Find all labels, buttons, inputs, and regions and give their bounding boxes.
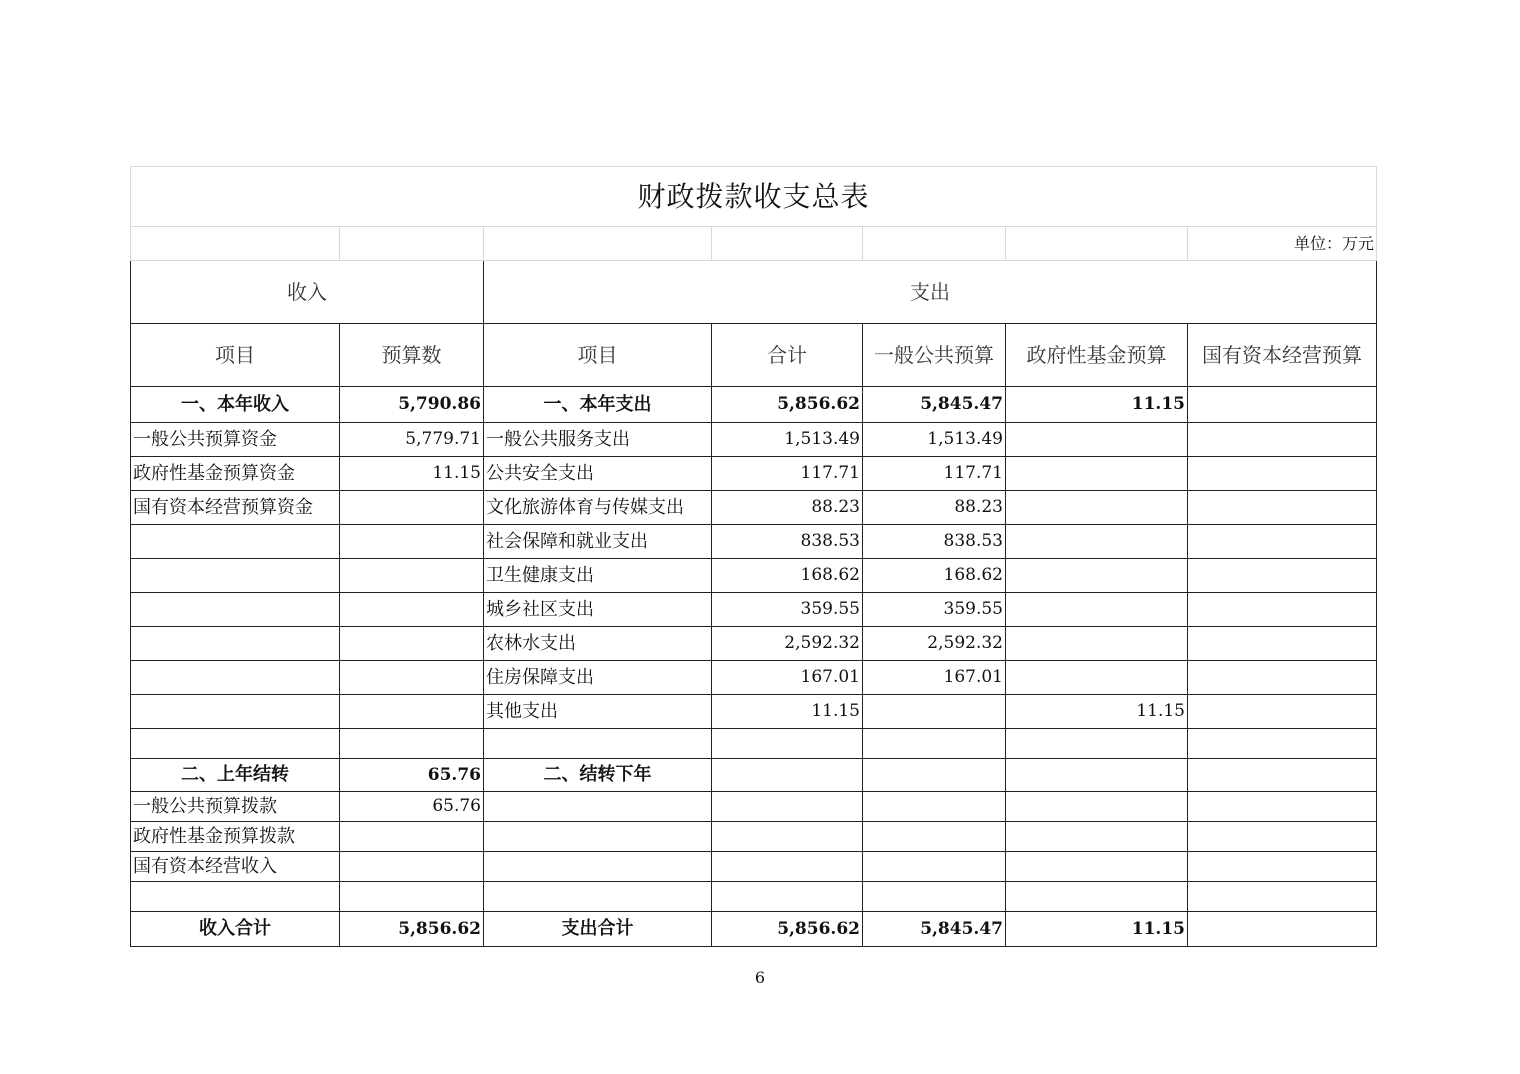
- state-capital-cell: [1188, 423, 1377, 457]
- total-cell: 5,856.62: [712, 912, 863, 947]
- col-general-budget: 一般公共预算: [863, 324, 1006, 387]
- income-item-cell: [131, 525, 340, 559]
- general-budget-cell: 168.62: [863, 559, 1006, 593]
- state-capital-cell: [1188, 695, 1377, 729]
- total-cell: 11.15: [712, 695, 863, 729]
- table-row: [131, 525, 1377, 559]
- income-item-cell: 一般公共预算拨款: [131, 792, 340, 822]
- income-item-cell: [131, 695, 340, 729]
- general-budget-cell: 2,592.32: [863, 627, 1006, 661]
- fund-budget-cell: [1006, 525, 1188, 559]
- table-row: [131, 593, 1377, 627]
- total-cell: [712, 852, 863, 882]
- fund-budget-cell: 11.15: [1006, 695, 1188, 729]
- expenditure-item-cell: [484, 822, 712, 852]
- fund-budget-cell: 11.15: [1006, 912, 1188, 947]
- total-cell: 359.55: [712, 593, 863, 627]
- fund-budget-cell: [1006, 882, 1188, 912]
- expenditure-item-cell: 社会保障和就业支出: [484, 525, 712, 559]
- general-budget-cell: [863, 822, 1006, 852]
- income-item-cell: 二、上年结转: [131, 759, 340, 792]
- total-cell: 1,513.49: [712, 423, 863, 457]
- table-row: [131, 882, 1377, 912]
- table-row: [131, 627, 1377, 661]
- table-row: [131, 559, 1377, 593]
- general-budget-cell: [863, 729, 1006, 759]
- state-capital-cell: [1188, 661, 1377, 695]
- expenditure-item-cell: 一、本年支出: [484, 387, 712, 423]
- expenditure-item-cell: [484, 792, 712, 822]
- fund-budget-cell: [1006, 491, 1188, 525]
- total-cell: [712, 882, 863, 912]
- table-row: [131, 792, 1377, 822]
- income-item-cell: [131, 661, 340, 695]
- state-capital-cell: [1188, 559, 1377, 593]
- income-amount-cell: [340, 695, 484, 729]
- general-budget-cell: 838.53: [863, 525, 1006, 559]
- general-budget-cell: [863, 852, 1006, 882]
- fund-budget-cell: [1006, 852, 1188, 882]
- fund-budget-cell: [1006, 457, 1188, 491]
- general-budget-cell: 5,845.47: [863, 387, 1006, 423]
- general-budget-cell: 88.23: [863, 491, 1006, 525]
- state-capital-cell: [1188, 525, 1377, 559]
- total-cell: [712, 822, 863, 852]
- expenditure-item-cell: 公共安全支出: [484, 457, 712, 491]
- income-amount-cell: [340, 491, 484, 525]
- income-amount-cell: [340, 822, 484, 852]
- state-capital-cell: [1188, 792, 1377, 822]
- general-budget-cell: 1,513.49: [863, 423, 1006, 457]
- expenditure-item-cell: 二、结转下年: [484, 759, 712, 792]
- general-budget-cell: [863, 759, 1006, 792]
- income-item-cell: [131, 882, 340, 912]
- fund-budget-cell: [1006, 822, 1188, 852]
- fund-budget-cell: [1006, 627, 1188, 661]
- income-amount-cell: [340, 593, 484, 627]
- expenditure-item-cell: 城乡社区支出: [484, 593, 712, 627]
- income-item-cell: 一、本年收入: [131, 387, 340, 423]
- income-amount-cell: [340, 627, 484, 661]
- income-amount-cell: 11.15: [340, 457, 484, 491]
- table-row: [131, 457, 1377, 491]
- general-budget-cell: [863, 882, 1006, 912]
- income-item-cell: 收入合计: [131, 912, 340, 947]
- total-cell: 5,856.62: [712, 387, 863, 423]
- table-row: [131, 822, 1377, 852]
- fund-budget-cell: [1006, 423, 1188, 457]
- budget-summary-table: [130, 166, 1377, 947]
- expenditure-item-cell: 支出合计: [484, 912, 712, 947]
- income-item-cell: 国有资本经营收入: [131, 852, 340, 882]
- expenditure-item-cell: [484, 882, 712, 912]
- table-row: [131, 852, 1377, 882]
- income-item-cell: [131, 559, 340, 593]
- income-amount-cell: [340, 559, 484, 593]
- col-state-capital-budget: 国有资本经营预算: [1188, 324, 1377, 387]
- expenditure-item-cell: 农林水支出: [484, 627, 712, 661]
- expenditure-item-cell: 卫生健康支出: [484, 559, 712, 593]
- expenditure-item-cell: [484, 729, 712, 759]
- income-amount-cell: 5,856.62: [340, 912, 484, 947]
- table-row: [131, 695, 1377, 729]
- income-item-cell: [131, 729, 340, 759]
- expenditure-header: 支出: [484, 261, 1377, 324]
- total-cell: [712, 729, 863, 759]
- income-amount-cell: [340, 525, 484, 559]
- fund-budget-cell: [1006, 792, 1188, 822]
- state-capital-cell: [1188, 759, 1377, 792]
- income-item-cell: 国有资本经营预算资金: [131, 491, 340, 525]
- total-cell: 117.71: [712, 457, 863, 491]
- fund-budget-cell: 11.15: [1006, 387, 1188, 423]
- col-total: 合计: [712, 324, 863, 387]
- total-cell: 2,592.32: [712, 627, 863, 661]
- state-capital-cell: [1188, 387, 1377, 423]
- col-exp-item: 项目: [484, 324, 712, 387]
- expenditure-item-cell: 一般公共服务支出: [484, 423, 712, 457]
- income-amount-cell: [340, 661, 484, 695]
- income-item-cell: [131, 593, 340, 627]
- income-item-cell: 政府性基金预算拨款: [131, 822, 340, 852]
- income-amount-cell: 65.76: [340, 759, 484, 792]
- general-budget-cell: 5,845.47: [863, 912, 1006, 947]
- total-cell: [712, 792, 863, 822]
- fund-budget-cell: [1006, 729, 1188, 759]
- state-capital-cell: [1188, 912, 1377, 947]
- income-header: 收入: [131, 261, 484, 324]
- general-budget-cell: 117.71: [863, 457, 1006, 491]
- table-row: [131, 491, 1377, 525]
- table-row: [131, 387, 1377, 423]
- expenditure-item-cell: 文化旅游体育与传媒支出: [484, 491, 712, 525]
- income-amount-cell: [340, 852, 484, 882]
- state-capital-cell: [1188, 882, 1377, 912]
- income-item-cell: [131, 627, 340, 661]
- general-budget-cell: 167.01: [863, 661, 1006, 695]
- expenditure-item-cell: [484, 852, 712, 882]
- col-fund-budget: 政府性基金预算: [1006, 324, 1188, 387]
- fund-budget-cell: [1006, 661, 1188, 695]
- total-cell: 88.23: [712, 491, 863, 525]
- total-cell: [712, 759, 863, 792]
- total-cell: 167.01: [712, 661, 863, 695]
- state-capital-cell: [1188, 593, 1377, 627]
- income-amount-cell: [340, 729, 484, 759]
- table-title: 财政拨款收支总表: [131, 167, 1377, 227]
- expenditure-item-cell: 住房保障支出: [484, 661, 712, 695]
- fund-budget-cell: [1006, 593, 1188, 627]
- income-item-cell: 一般公共预算资金: [131, 423, 340, 457]
- general-budget-cell: [863, 792, 1006, 822]
- unit-label: 单位：万元: [1188, 227, 1377, 261]
- table-row: [131, 729, 1377, 759]
- income-item-cell: 政府性基金预算资金: [131, 457, 340, 491]
- total-cell: 838.53: [712, 525, 863, 559]
- state-capital-cell: [1188, 729, 1377, 759]
- state-capital-cell: [1188, 457, 1377, 491]
- col-budget: 预算数: [340, 324, 484, 387]
- income-amount-cell: 5,790.86: [340, 387, 484, 423]
- state-capital-cell: [1188, 627, 1377, 661]
- col-income-item: 项目: [131, 324, 340, 387]
- expenditure-item-cell: 其他支出: [484, 695, 712, 729]
- table-row: [131, 661, 1377, 695]
- table-row: [131, 759, 1377, 792]
- general-budget-cell: 359.55: [863, 593, 1006, 627]
- fund-budget-cell: [1006, 759, 1188, 792]
- table-row: [131, 912, 1377, 947]
- fund-budget-cell: [1006, 559, 1188, 593]
- state-capital-cell: [1188, 491, 1377, 525]
- state-capital-cell: [1188, 852, 1377, 882]
- state-capital-cell: [1188, 822, 1377, 852]
- income-amount-cell: 65.76: [340, 792, 484, 822]
- page-number: 6: [754, 968, 766, 987]
- table-row: [131, 423, 1377, 457]
- general-budget-cell: [863, 695, 1006, 729]
- income-amount-cell: 5,779.71: [340, 423, 484, 457]
- income-amount-cell: [340, 882, 484, 912]
- total-cell: 168.62: [712, 559, 863, 593]
